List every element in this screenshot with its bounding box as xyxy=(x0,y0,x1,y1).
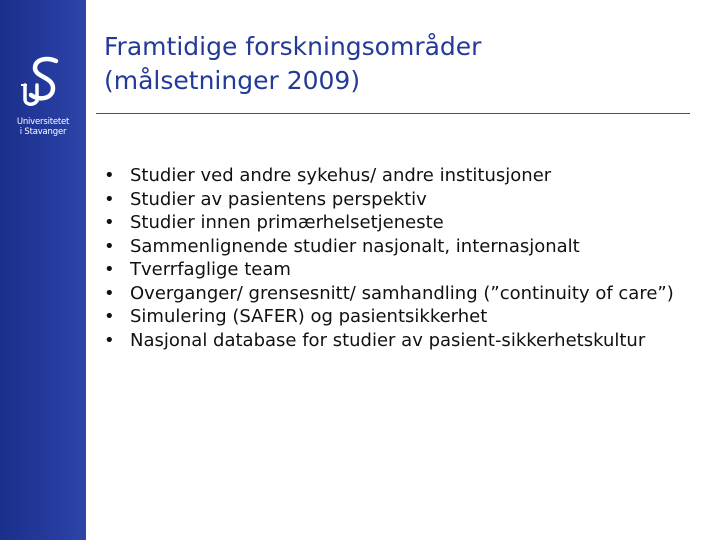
list-item xyxy=(104,211,704,235)
bullet-list xyxy=(104,164,704,352)
slide-title-line-2: (målsetninger 2009) xyxy=(104,66,361,95)
list-item xyxy=(104,188,704,212)
bullet-icon: • xyxy=(104,212,115,233)
logo-line-2: i Stavanger xyxy=(19,127,67,137)
university-logo xyxy=(0,55,86,137)
bullet-icon: • xyxy=(104,329,115,351)
bullet-icon: • xyxy=(104,165,115,186)
list-item-text: Overganger/ grensesnitt/ samhandling (”continuity of care”) xyxy=(130,282,674,304)
list-item-text: Nasjonal database for studier av pasient-sikkerhetskultur xyxy=(130,329,646,351)
list-item xyxy=(104,164,704,188)
list-item xyxy=(104,329,704,353)
list-item-text: Sammenlignende studier nasjonalt, internasjonalt xyxy=(130,235,580,257)
uis-logo-icon xyxy=(13,55,73,115)
logo-line-1: Universitetet xyxy=(16,117,70,127)
list-item xyxy=(104,305,704,329)
bullet-icon: • xyxy=(104,188,115,210)
list-item xyxy=(104,258,704,282)
title-divider xyxy=(96,113,690,114)
bullet-icon: • xyxy=(104,306,115,327)
list-item xyxy=(104,282,704,306)
list-item-text: Studier av pasientens perspektiv xyxy=(130,188,427,210)
list-item-text: Studier innen primærhelsetjeneste xyxy=(130,212,444,233)
bullet-icon: • xyxy=(104,282,115,304)
slide-body xyxy=(104,164,704,352)
list-item xyxy=(104,235,704,259)
slide-title-line-1: Framtidige forskningsområder xyxy=(104,32,482,61)
list-item-text: Tverrfaglige team xyxy=(130,259,291,280)
slide-title xyxy=(104,30,694,98)
bullet-icon: • xyxy=(104,259,115,280)
list-item-text: Studier ved andre sykehus/ andre institusjoner xyxy=(130,165,552,186)
bullet-icon: • xyxy=(104,235,115,257)
sidebar xyxy=(0,0,86,540)
list-item-text: Simulering (SAFER) og pasientsikkerhet xyxy=(130,306,488,327)
